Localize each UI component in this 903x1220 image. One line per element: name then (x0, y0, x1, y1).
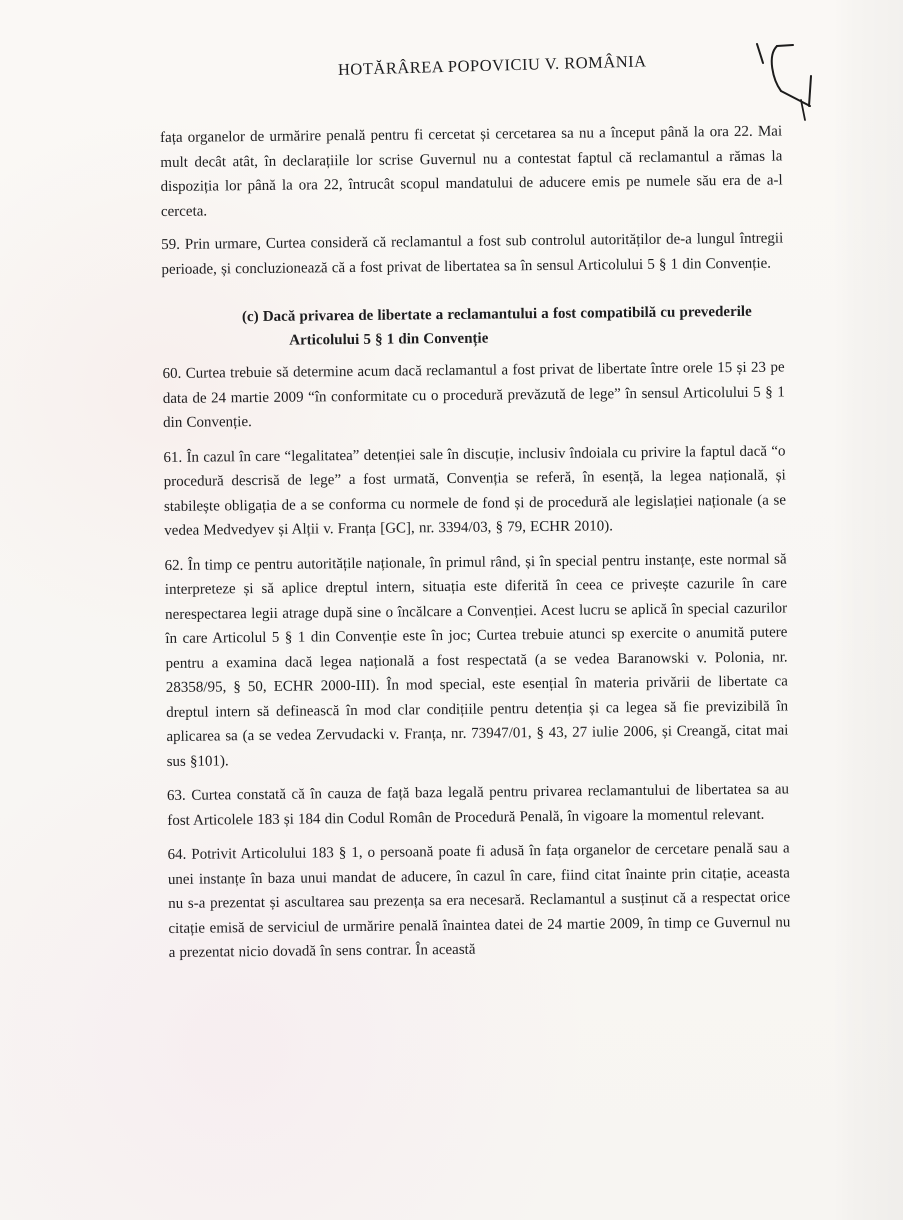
paragraph-62: 62. În timp ce pentru autoritățile naționale, în primul rând, și în special pentru instanțe, este normal să interpreteze și să aplice dreptul intern, situația este diferită în ceea ce privește cazurile în care nerespectarea legii atrage după sine o încălcare a Convenției. Acest lucru se aplică în special cazurilor în care Articolul 5 § 1 din Convenție este în joc; Curtea trebuie atunci sp exercite o anumită putere pentru a examina dacă legea națională a fost respectată (a se vedea Baranowski v. Polonia, nr. 28358/95, § 50, ECHR 2000-III). În mod special, este esențial în materia privării de libertate ca dreptul intern să definească în mod clar condițiile pentru detenția și ca legea să fie previzibilă în aplicarea sa (a se vedea Zervudacki v. Franța, nr. 73947/01, § 43, 27 iulie 2006, și Creangă, citat mai sus §101). (164, 550, 789, 770)
intro-paragraph: fața organelor de urmărire penală pentru fi cercetat și cercetarea sa nu a început până la ora 22. Mai mult decât atât, în declarațiile lor scrise Guvernul nu a contestat faptul că reclamantul a rămas la dispoziția lor până la ora 22, întrucât scopul mandatului de aducere emis pe numele său era de a-l cerceta. (160, 123, 783, 220)
paragraph-60: 60. Curtea trebuie să determine acum dacă reclamantul a fost privat de libertate între orele 15 și 23 pe data de 24 martie 2009 “în conformitate cu o procedură prevăzută de lege” în sensul Articolului 5 § 1 din Convenție. (162, 359, 785, 431)
paragraph-59: 59. Prin urmare, Curtea consideră că reclamantul a fost sub controlul autorităților de-a lungul întregii perioade, și concluzionează că a fost privat de libertatea sa în sensul Articolului 5 § 1 din Convenție. (161, 230, 784, 278)
paragraph-61: 61. În cazul în care “legalitatea” detenției sale în discuție, inclusiv îndoiala cu privire la faptul dacă “o procedură descrisă de lege” a fost urmată, Convenția se referă, în esență, la legea națională, și stabilește obligația de a se conforma cu normele de fond și de procedură ale legislației naționale (a se vedea Medvedyev și Alții v. Franța [GC], nr. 3394/03, § 79, ECHR 2010). (163, 442, 787, 539)
paragraph-64: 64. Potrivit Articolului 183 § 1, o persoană poate fi adusă în fața organelor de cercetare penală sau a unei instanțe în baza unui mandat de aducere, în cazul în care, fiind citat înainte prin citație, aceasta nu s-a prezentat și ascultarea sau prezența sa era necesară. Reclamantul a susținut că a respectat orice citație emisă de serviciul de urmărire penală înaintea datei de 24 martie 2009, în timp ce Guvernul nu a prezentat nicio dovadă în sens contrar. În această (167, 840, 791, 961)
scan-shadow (833, 0, 903, 1220)
document-header: HOTĂRÂREA POPOVICIU V. ROMÂNIA (337, 51, 647, 79)
corner-mark-icon (747, 36, 832, 122)
section-title-line-2: Articolului 5 § 1 din Convenție (289, 330, 489, 349)
document-body (160, 119, 791, 975)
paragraph-63: 63. Curtea constată că în cauza de față baza legală pentru privarea reclamantului de libertatea sa au fost Articolele 183 și 184 din Codul Român de Procedură Penală, în vigoare la momentul relevant. (166, 781, 790, 829)
section-title-line-1: (c) Dacă privarea de libertate a reclamantului a fost compatibilă cu prevederile (241, 303, 752, 326)
section-title (162, 299, 784, 354)
